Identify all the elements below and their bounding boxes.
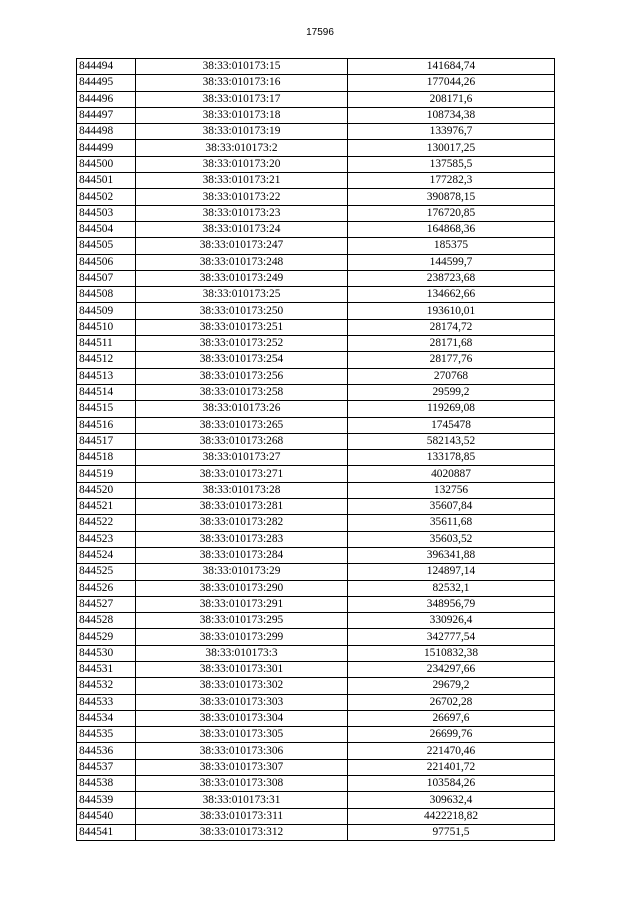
table-row	[77, 368, 555, 384]
cadastral-number-cell: 38:33:010173:268	[136, 433, 348, 449]
table-row	[77, 401, 555, 417]
cadastral-number-cell: 38:33:010173:26	[136, 401, 348, 417]
row-id-cell: 844540	[77, 808, 136, 824]
cadastral-number-cell: 38:33:010173:28	[136, 482, 348, 498]
row-id-cell: 844515	[77, 401, 136, 417]
cadastral-number-cell: 38:33:010173:312	[136, 824, 348, 840]
table-row	[77, 287, 555, 303]
row-id-cell: 844512	[77, 352, 136, 368]
cadastral-number-cell: 38:33:010173:21	[136, 173, 348, 189]
area-value-cell: 35603,52	[348, 531, 555, 547]
cadastral-number-cell: 38:33:010173:283	[136, 531, 348, 547]
table-row	[77, 515, 555, 531]
area-value-cell: 133178,85	[348, 450, 555, 466]
row-id-cell: 844527	[77, 596, 136, 612]
row-id-cell: 844539	[77, 792, 136, 808]
area-value-cell: 234297,66	[348, 661, 555, 677]
cadastral-number-cell: 38:33:010173:248	[136, 254, 348, 270]
row-id-cell: 844495	[77, 75, 136, 91]
row-id-cell: 844520	[77, 482, 136, 498]
table-row	[77, 661, 555, 677]
table-row	[77, 384, 555, 400]
table-row	[77, 743, 555, 759]
row-id-cell: 844500	[77, 156, 136, 172]
cadastral-number-cell: 38:33:010173:250	[136, 303, 348, 319]
table-row	[77, 303, 555, 319]
row-id-cell: 844541	[77, 824, 136, 840]
table-row	[77, 710, 555, 726]
table-row	[77, 270, 555, 286]
table-row	[77, 776, 555, 792]
area-value-cell: 390878,15	[348, 189, 555, 205]
cadastral-number-cell: 38:33:010173:265	[136, 417, 348, 433]
area-value-cell: 4020887	[348, 466, 555, 482]
table-row	[77, 450, 555, 466]
cadastral-number-cell: 38:33:010173:247	[136, 238, 348, 254]
row-id-cell: 844538	[77, 776, 136, 792]
table-row	[77, 433, 555, 449]
cadastral-number-cell: 38:33:010173:29	[136, 564, 348, 580]
row-id-cell: 844503	[77, 205, 136, 221]
area-value-cell: 164868,36	[348, 221, 555, 237]
table-row	[77, 645, 555, 661]
table-row	[77, 564, 555, 580]
area-value-cell: 130017,25	[348, 140, 555, 156]
cadastral-number-cell: 38:33:010173:25	[136, 287, 348, 303]
cadastral-number-cell: 38:33:010173:252	[136, 336, 348, 352]
row-id-cell: 844507	[77, 270, 136, 286]
area-value-cell: 309632,4	[348, 792, 555, 808]
row-id-cell: 844533	[77, 694, 136, 710]
cadastral-number-cell: 38:33:010173:27	[136, 450, 348, 466]
table-row	[77, 140, 555, 156]
table-row	[77, 319, 555, 335]
row-id-cell: 844518	[77, 450, 136, 466]
area-value-cell: 221401,72	[348, 759, 555, 775]
row-id-cell: 844496	[77, 91, 136, 107]
area-value-cell: 26697,6	[348, 710, 555, 726]
area-value-cell: 97751,5	[348, 824, 555, 840]
area-value-cell: 28171,68	[348, 336, 555, 352]
row-id-cell: 844536	[77, 743, 136, 759]
area-value-cell: 134662,66	[348, 287, 555, 303]
cadastral-number-cell: 38:33:010173:284	[136, 547, 348, 563]
cadastral-number-cell: 38:33:010173:305	[136, 727, 348, 743]
area-value-cell: 270768	[348, 368, 555, 384]
cadastral-number-cell: 38:33:010173:302	[136, 678, 348, 694]
cadastral-number-cell: 38:33:010173:254	[136, 352, 348, 368]
area-value-cell: 208171,6	[348, 91, 555, 107]
cadastral-number-cell: 38:33:010173:15	[136, 59, 348, 75]
row-id-cell: 844509	[77, 303, 136, 319]
table-row	[77, 173, 555, 189]
area-value-cell: 177282,3	[348, 173, 555, 189]
row-id-cell: 844513	[77, 368, 136, 384]
cadastral-number-cell: 38:33:010173:19	[136, 124, 348, 140]
area-value-cell: 177044,26	[348, 75, 555, 91]
area-value-cell: 176720,85	[348, 205, 555, 221]
cadastral-number-cell: 38:33:010173:256	[136, 368, 348, 384]
cadastral-number-cell: 38:33:010173:306	[136, 743, 348, 759]
row-id-cell: 844534	[77, 710, 136, 726]
table-row	[77, 238, 555, 254]
page-number: 17596	[306, 27, 334, 38]
table-row	[77, 678, 555, 694]
table-row	[77, 336, 555, 352]
area-value-cell: 144599,7	[348, 254, 555, 270]
row-id-cell: 844498	[77, 124, 136, 140]
table-row	[77, 792, 555, 808]
row-id-cell: 844531	[77, 661, 136, 677]
row-id-cell: 844521	[77, 499, 136, 515]
area-value-cell: 29679,2	[348, 678, 555, 694]
area-value-cell: 133976,7	[348, 124, 555, 140]
area-value-cell: 119269,08	[348, 401, 555, 417]
area-value-cell: 193610,01	[348, 303, 555, 319]
cadastral-number-cell: 38:33:010173:249	[136, 270, 348, 286]
row-id-cell: 844526	[77, 580, 136, 596]
row-id-cell: 844516	[77, 417, 136, 433]
area-value-cell: 103584,26	[348, 776, 555, 792]
cadastral-number-cell: 38:33:010173:291	[136, 596, 348, 612]
table-row	[77, 91, 555, 107]
cadastral-number-cell: 38:33:010173:308	[136, 776, 348, 792]
row-id-cell: 844499	[77, 140, 136, 156]
cadastral-number-cell: 38:33:010173:23	[136, 205, 348, 221]
table-row	[77, 808, 555, 824]
area-value-cell: 185375	[348, 238, 555, 254]
row-id-cell: 844530	[77, 645, 136, 661]
cadastral-number-cell: 38:33:010173:258	[136, 384, 348, 400]
cadastral-number-cell: 38:33:010173:301	[136, 661, 348, 677]
row-id-cell: 844537	[77, 759, 136, 775]
row-id-cell: 844529	[77, 629, 136, 645]
area-value-cell: 35607,84	[348, 499, 555, 515]
row-id-cell: 844525	[77, 564, 136, 580]
table-row	[77, 75, 555, 91]
table-row	[77, 694, 555, 710]
cadastral-number-cell: 38:33:010173:307	[136, 759, 348, 775]
area-value-cell: 4422218,82	[348, 808, 555, 824]
area-value-cell: 108734,38	[348, 107, 555, 123]
table-row	[77, 205, 555, 221]
table-row	[77, 107, 555, 123]
cadastral-number-cell: 38:33:010173:303	[136, 694, 348, 710]
row-id-cell: 844504	[77, 221, 136, 237]
table-row	[77, 596, 555, 612]
row-id-cell: 844528	[77, 613, 136, 629]
cadastral-number-cell: 38:33:010173:295	[136, 613, 348, 629]
row-id-cell: 844517	[77, 433, 136, 449]
area-value-cell: 238723,68	[348, 270, 555, 286]
cadastral-number-cell: 38:33:010173:24	[136, 221, 348, 237]
row-id-cell: 844497	[77, 107, 136, 123]
area-value-cell: 221470,46	[348, 743, 555, 759]
area-value-cell: 1745478	[348, 417, 555, 433]
cadastral-number-cell: 38:33:010173:282	[136, 515, 348, 531]
cadastral-number-cell: 38:33:010173:290	[136, 580, 348, 596]
table-row	[77, 59, 555, 75]
cadastral-number-cell: 38:33:010173:311	[136, 808, 348, 824]
area-value-cell: 124897,14	[348, 564, 555, 580]
table-row	[77, 580, 555, 596]
table-row	[77, 499, 555, 515]
table-row	[77, 221, 555, 237]
cadastral-number-cell: 38:33:010173:18	[136, 107, 348, 123]
area-value-cell: 137585,5	[348, 156, 555, 172]
cadastral-table	[76, 58, 555, 841]
table-row	[77, 531, 555, 547]
row-id-cell: 844514	[77, 384, 136, 400]
cadastral-number-cell: 38:33:010173:299	[136, 629, 348, 645]
table-row	[77, 254, 555, 270]
row-id-cell: 844535	[77, 727, 136, 743]
cadastral-number-cell: 38:33:010173:2	[136, 140, 348, 156]
area-value-cell: 132756	[348, 482, 555, 498]
area-value-cell: 582143,52	[348, 433, 555, 449]
area-value-cell: 141684,74	[348, 59, 555, 75]
area-value-cell: 26699,76	[348, 727, 555, 743]
area-value-cell: 1510832,38	[348, 645, 555, 661]
cadastral-number-cell: 38:33:010173:3	[136, 645, 348, 661]
table-row	[77, 613, 555, 629]
cadastral-number-cell: 38:33:010173:251	[136, 319, 348, 335]
area-value-cell: 28174,72	[348, 319, 555, 335]
area-value-cell: 35611,68	[348, 515, 555, 531]
table-row	[77, 124, 555, 140]
area-value-cell: 396341,88	[348, 547, 555, 563]
cadastral-number-cell: 38:33:010173:304	[136, 710, 348, 726]
cadastral-number-cell: 38:33:010173:271	[136, 466, 348, 482]
table-row	[77, 824, 555, 840]
row-id-cell: 844508	[77, 287, 136, 303]
row-id-cell: 844494	[77, 59, 136, 75]
row-id-cell: 844502	[77, 189, 136, 205]
cadastral-number-cell: 38:33:010173:31	[136, 792, 348, 808]
area-value-cell: 82532,1	[348, 580, 555, 596]
table-row	[77, 156, 555, 172]
area-value-cell: 330926,4	[348, 613, 555, 629]
table-row	[77, 727, 555, 743]
table-row	[77, 547, 555, 563]
row-id-cell: 844519	[77, 466, 136, 482]
cadastral-number-cell: 38:33:010173:281	[136, 499, 348, 515]
table-row	[77, 482, 555, 498]
area-value-cell: 28177,76	[348, 352, 555, 368]
table-row	[77, 417, 555, 433]
row-id-cell: 844501	[77, 173, 136, 189]
table-row	[77, 352, 555, 368]
table-row	[77, 189, 555, 205]
row-id-cell: 844511	[77, 336, 136, 352]
cadastral-number-cell: 38:33:010173:20	[136, 156, 348, 172]
row-id-cell: 844510	[77, 319, 136, 335]
table-row	[77, 629, 555, 645]
cadastral-number-cell: 38:33:010173:17	[136, 91, 348, 107]
table-row	[77, 466, 555, 482]
cadastral-number-cell: 38:33:010173:16	[136, 75, 348, 91]
cadastral-number-cell: 38:33:010173:22	[136, 189, 348, 205]
area-value-cell: 26702,28	[348, 694, 555, 710]
area-value-cell: 348956,79	[348, 596, 555, 612]
row-id-cell: 844505	[77, 238, 136, 254]
row-id-cell: 844524	[77, 547, 136, 563]
row-id-cell: 844522	[77, 515, 136, 531]
row-id-cell: 844532	[77, 678, 136, 694]
area-value-cell: 342777,54	[348, 629, 555, 645]
area-value-cell: 29599,2	[348, 384, 555, 400]
table-row	[77, 759, 555, 775]
table-body	[77, 59, 555, 841]
row-id-cell: 844523	[77, 531, 136, 547]
row-id-cell: 844506	[77, 254, 136, 270]
